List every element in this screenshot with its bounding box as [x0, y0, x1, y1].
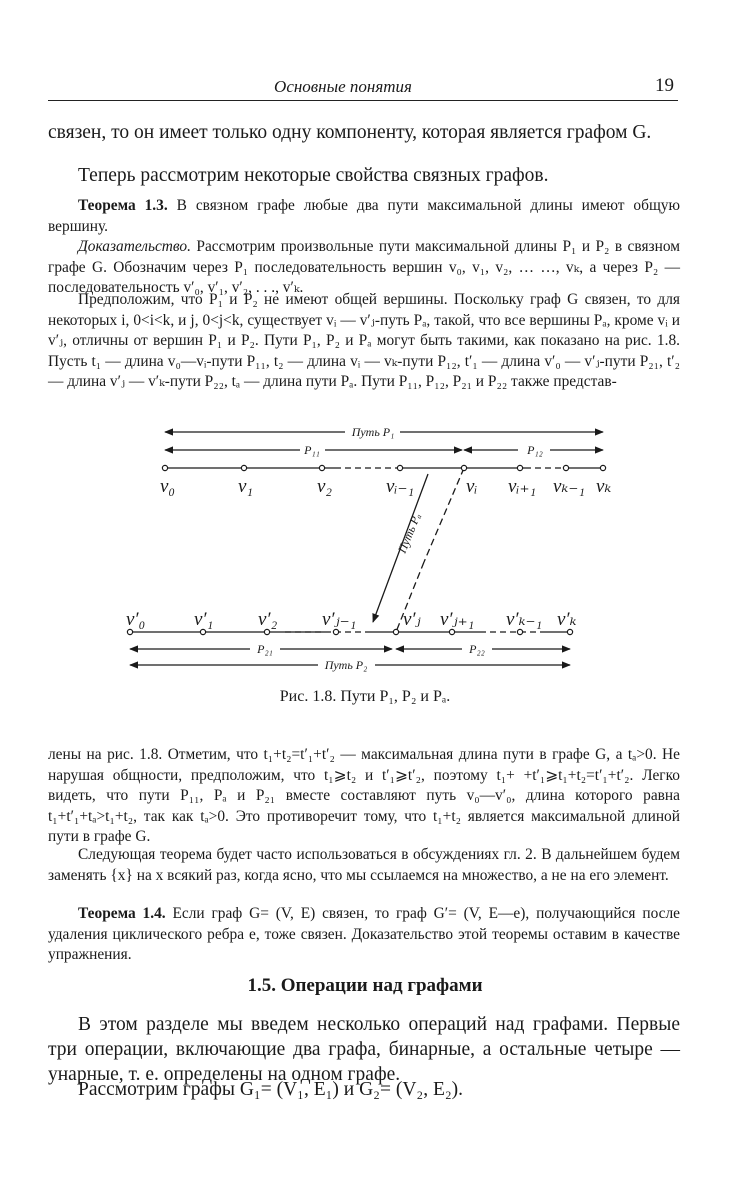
intro-sentence: Теперь рассмотрим некоторые свойства связных графов.: [78, 165, 549, 186]
label-vk-1: vₖ₋₁: [553, 476, 585, 497]
label-p21: P₂₁: [257, 642, 273, 656]
figure-caption: Рис. 1.8. Пути P₁, P₂ и Pₐ.: [279, 688, 451, 705]
bottom-vertex-vk-1p: [517, 629, 522, 634]
bottom-vertex-v2p: [264, 629, 269, 634]
top-vertex-vi: [461, 465, 466, 470]
proof-continuation: Предположим, что P₁ и P₂ не имеют общей вершины. Поскольку граф G связен, то для некоторых i, 0<i<k, и j, 0<j<k, существует vᵢ — v′ⱼ-путь Pₐ, такой, что все вершины Pₐ, кроме vᵢ и v′ⱼ, отличны от вершин P₁ и P₂. Пути P₁, P₂ и Pₐ могут быть такими, как показано на рис. 1.8. Пусть t₁ — длина v₀—vᵢ-пути P₁₁, t₂ — длина vᵢ — vₖ-пути P₁₂, t′₁ — длина v′₀ — v′ⱼ-пути P₂₁, t′₂ — длина v′ⱼ — v′ₖ-пути P₂₂, tₐ — длина пути Pₐ. Пути P₁₁, P₁₂, P₂₁ и P₂₂ также представ-: [48, 291, 680, 391]
running-header: [48, 74, 678, 101]
label-p12: P₁₂: [527, 443, 543, 457]
label-vjp: v′ⱼ: [403, 609, 421, 630]
page-number: 19: [655, 75, 674, 96]
label-vk: vₖ: [596, 476, 612, 497]
label-v2p: v′₂: [258, 609, 278, 630]
top-vertex-vi-1: [397, 465, 402, 470]
label-vj-1p: v′ⱼ₋₁: [322, 609, 357, 630]
label-path-pa: Путь Pₐ: [394, 510, 424, 556]
label-vi: vᵢ: [466, 476, 478, 497]
figure-discussion: лены на рис. 1.8. Отметим, что t₁+t₂=t′₁+t′₂ — максимальная длина пути в графе G, а tₐ>0. Не нарушая общности, предположим, что t₁⩾t₂ и t′₁⩾t′₂, поэтому t₁+ +t′₁⩾t₁+t₂=t′₁+t′₂. Легко видеть, что пути P₁₁, Pₐ и P₂₁ вместе составляют путь v₀—v′₀, длина которого равна t₁+t′₁+tₐ>t₁+t₂, так как tₐ>0. Это противоречит тому, что t₁+t₂ является максимальной длиной пути в графе G.: [48, 746, 680, 846]
section-intro: В этом разделе мы введем несколько операций над графами. Первые три операции, включающие два графа, бинарные, а остальные четыре — унарные, т. е. определены на одном графе.: [48, 1014, 680, 1085]
bottom-vertex-vj-1p: [333, 629, 338, 634]
top-vertex-v1: [241, 465, 246, 470]
theorem-1-3-label: Теорема 1.3.: [78, 197, 168, 214]
bottom-vertex-v1p: [200, 629, 205, 634]
top-vertex-v0: [162, 465, 167, 470]
label-v0p: v′₀: [126, 609, 146, 630]
theorem-1-4: [48, 904, 680, 966]
top-vertex-vi+1: [517, 465, 522, 470]
label-p22: P₂₂: [469, 642, 485, 656]
theorem-1-3-text: В связном графе любые два пути максимальной длины имеют общую вершину.: [48, 197, 681, 235]
label-p11: P₁₁: [304, 443, 320, 457]
bottom-vertex-vjp: [393, 629, 398, 634]
bottom-vertex-vkp: [567, 629, 572, 634]
theorem-1-3: [48, 196, 680, 237]
notation-paragraph: Следующая теорема будет часто использоваться в обсуждениях гл. 2. В дальнейшем будем заменять {x} на x всякий раз, когда ясно, что мы ссылаемся на множество, а не на его элемент.: [48, 846, 680, 884]
label-path-p1: Путь P₁: [351, 425, 395, 439]
label-v0: v₀: [160, 476, 176, 497]
label-vk-1p: v′ₖ₋₁: [506, 609, 543, 630]
label-vi-1: vᵢ₋₁: [386, 476, 415, 497]
label-vj+1p: v′ⱼ₊₁: [440, 609, 475, 630]
bottom-vertex-v0p: [127, 629, 132, 634]
label-path-p2: Путь P₂: [324, 658, 368, 672]
running-title: Основные понятия: [274, 77, 412, 96]
section-heading: 1.5. Операции над графами: [247, 975, 483, 996]
section-graphs-definition: Рассмотрим графы G₁= (V₁, E₁) и G₂= (V₂, E₂).: [78, 1079, 464, 1100]
proof-label: Доказательство.: [78, 238, 191, 255]
top-vertex-vk-1: [563, 465, 568, 470]
label-v2: v₂: [317, 476, 333, 497]
label-v1p: v′₁: [194, 609, 214, 630]
bottom-vertex-vj+1p: [449, 629, 454, 634]
intro-paragraph: связен, то он имеет только одну компоненту, которая является графом G.: [48, 122, 652, 143]
top-vertex-v2: [319, 465, 324, 470]
label-vi+1: vᵢ₊₁: [508, 476, 537, 497]
proof-text: Рассмотрим произвольные пути максимальной длины P₁ и P₂ в связном графе G. Обозначим через P₁ последовательность вершин v₀, v₁, v₂, … …, vₖ, а через P₂ — последовательность v′₀, v′₁, v′₂, . . ., v′ₖ.: [48, 238, 680, 297]
label-vkp: v′ₖ: [557, 609, 577, 630]
theorem-1-4-text: Если граф G= (V, E) связен, то граф G′= (V, E—e), получающийся после удаления циклического ребра e, тоже связен. Доказательство этой теоремы оставим в качестве упражнения.: [48, 905, 680, 964]
figure-1-8: [0, 408, 730, 678]
theorem-1-4-label: Теорема 1.4.: [78, 905, 166, 922]
top-vertex-vk: [600, 465, 605, 470]
path-pa-upper: [424, 468, 464, 562]
label-v1: v₁: [238, 476, 254, 497]
